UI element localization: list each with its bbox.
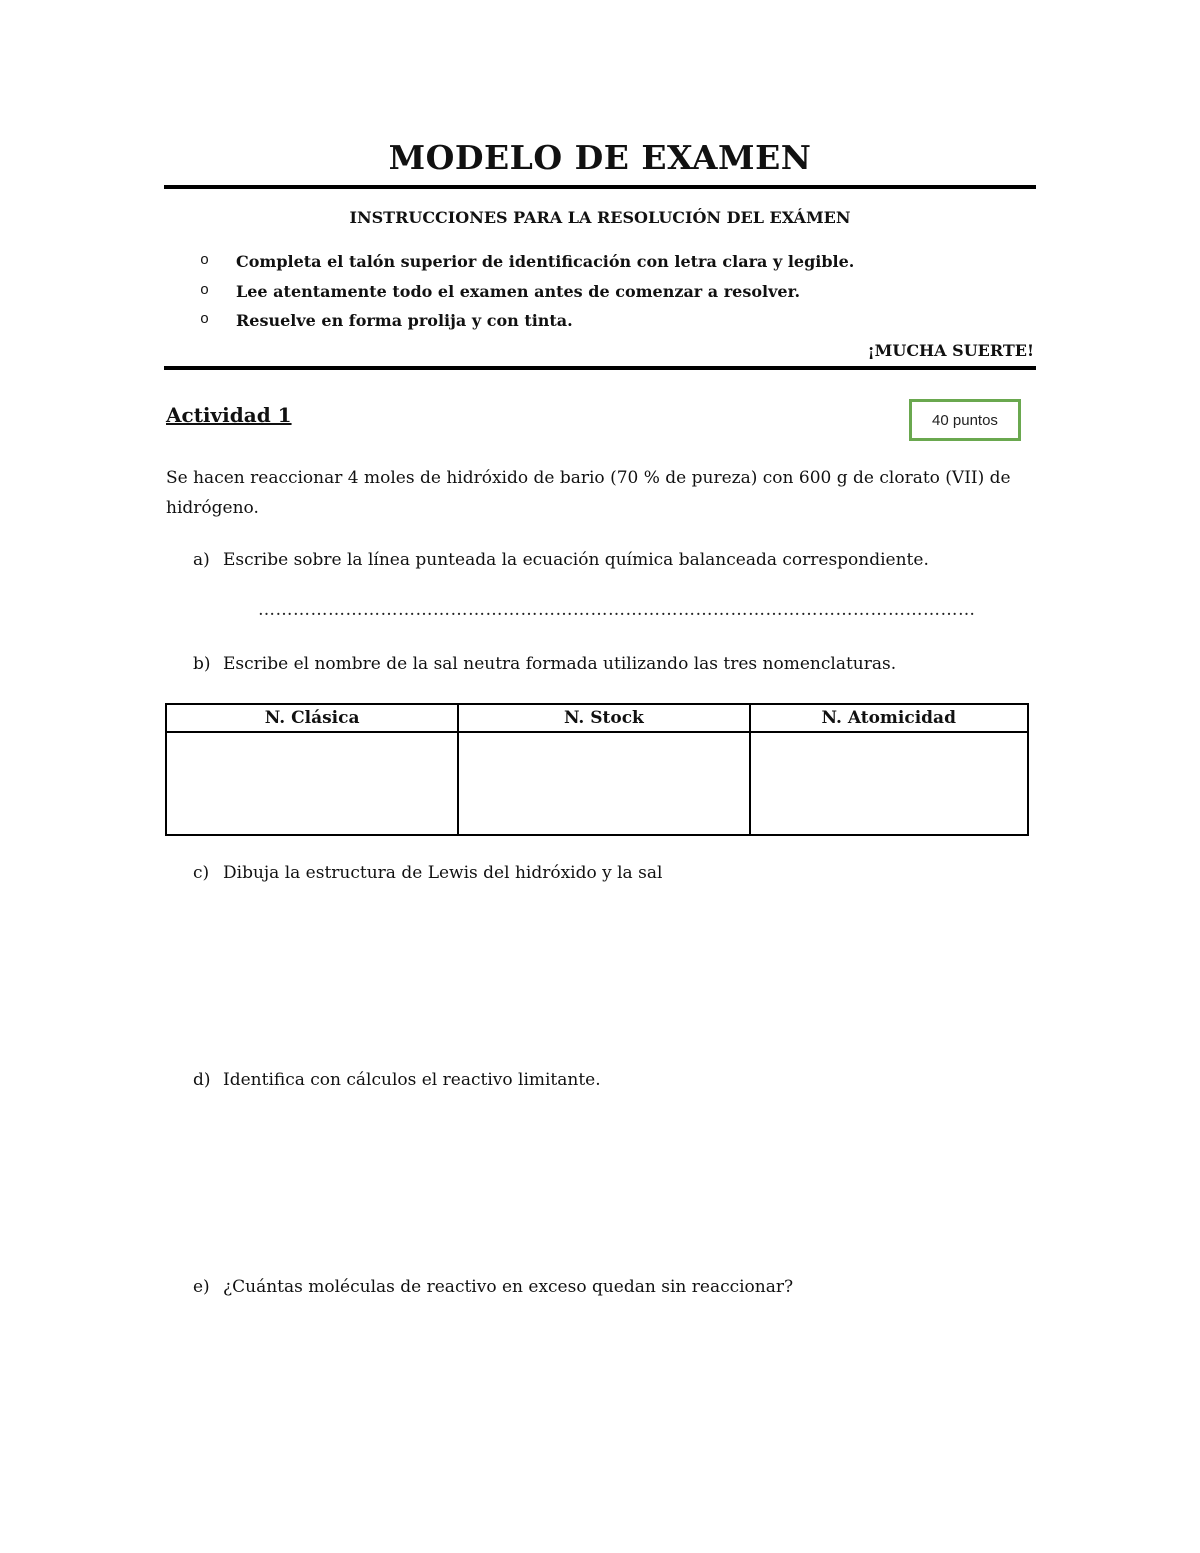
instructions-divider xyxy=(164,366,1036,370)
good-luck-text: ¡MUCHA SUERTE! xyxy=(867,341,1034,360)
header-stock: N. Stock xyxy=(458,704,749,732)
bullet-icon: o xyxy=(200,281,210,299)
bullet-icon: o xyxy=(200,252,210,269)
question-text: Escribe sobre la línea punteada la ecuación química balanceada correspondiente. xyxy=(223,550,929,570)
question-label: b) xyxy=(193,654,211,674)
page-title: MODELO DE EXAMEN xyxy=(388,138,812,177)
title-divider xyxy=(164,185,1036,189)
activity-title: Actividad 1 xyxy=(166,403,292,427)
table-header-row xyxy=(166,704,1028,732)
question-label: c) xyxy=(193,863,210,883)
question-d xyxy=(193,1070,601,1090)
activity-statement: Se hacen reaccionar 4 moles de hidróxido de bario (70 % de pureza) con 600 g de clorato (VII) de hidrógeno. xyxy=(166,468,1011,518)
question-label: e) xyxy=(193,1277,210,1297)
instruction-item xyxy=(200,282,854,312)
question-label: a) xyxy=(193,550,210,570)
instruction-item xyxy=(200,252,854,282)
answer-dotted-line[interactable]: …………………………………………………………………………………………………………… xyxy=(258,600,976,620)
points-badge: 40 puntos xyxy=(909,399,1021,441)
instructions-heading: INSTRUCCIONES PARA LA RESOLUCIÓN DEL EXÁMEN xyxy=(349,208,851,227)
instructions-list xyxy=(200,252,854,341)
question-text: Dibuja la estructura de Lewis del hidróxido y la sal xyxy=(223,863,663,883)
answer-cell-stock[interactable] xyxy=(458,732,749,835)
question-a xyxy=(193,550,929,570)
question-text: ¿Cuántas moléculas de reactivo en exceso quedan sin reaccionar? xyxy=(223,1277,794,1297)
table-row xyxy=(166,732,1028,835)
answer-cell-atomicity[interactable] xyxy=(750,732,1028,835)
instruction-text: Resuelve en forma prolija y con tinta. xyxy=(236,311,573,330)
instruction-item xyxy=(200,311,854,341)
question-text: Identifica con cálculos el reactivo limitante. xyxy=(223,1070,601,1090)
instruction-text: Completa el talón superior de identificación con letra clara y legible. xyxy=(236,252,855,271)
nomenclature-table xyxy=(165,703,1029,836)
question-label: d) xyxy=(193,1070,211,1090)
question-b xyxy=(193,654,896,674)
question-e xyxy=(193,1277,793,1297)
question-text: Escribe el nombre de la sal neutra formada utilizando las tres nomenclaturas. xyxy=(223,654,897,674)
bullet-icon: o xyxy=(200,311,210,328)
answer-cell-classic[interactable] xyxy=(166,732,458,835)
instruction-text: Lee atentamente todo el examen antes de comenzar a resolver. xyxy=(236,281,801,301)
header-atomicity: N. Atomicidad xyxy=(750,704,1028,732)
question-c xyxy=(193,863,662,883)
header-classic: N. Clásica xyxy=(166,704,458,732)
